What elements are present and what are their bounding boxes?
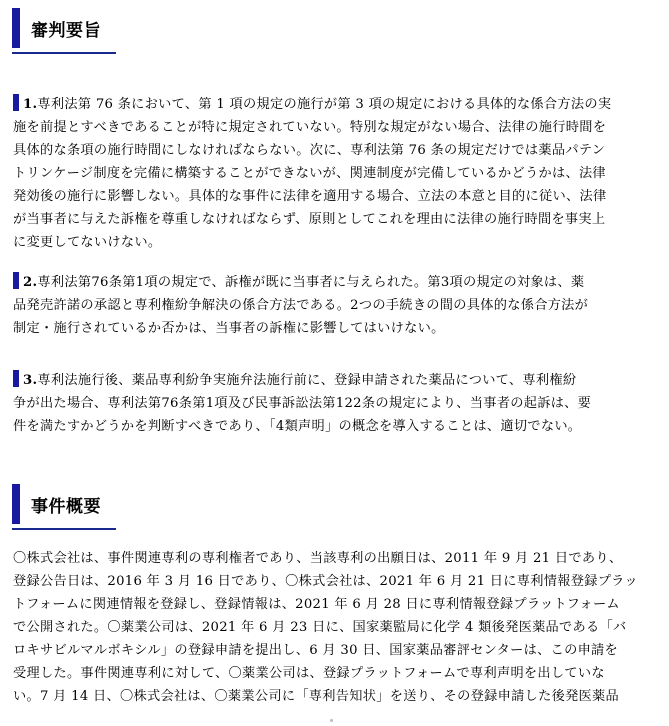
section-title: 事件概要 xyxy=(31,497,101,517)
text-line: 争が出た場合、専利法第76条第1項及び民事訴訟法第122条の規定により、当事者の起訴は、要 xyxy=(13,396,592,411)
text-line: トリンケージ制度を完備に構築することができないが、関連制度が完備しているかどうかは、法律 xyxy=(13,166,606,181)
point-number: 1. xyxy=(23,97,38,112)
case-summary-text xyxy=(13,547,659,708)
text-line: トフォームに関連情報を登録し、登録情報は、2021 年 6 月 28 日に専利情報登録プラットフォーム xyxy=(13,597,620,612)
text-line: 受理した。事件関連専利に対して、〇薬業公司は、登録プラットフォームで専利声明を出していな xyxy=(13,666,605,681)
text-line: 専利法第 76 条において、第 1 項の規定の施行が第 3 項の規定における具体的な係合方法の実 xyxy=(37,97,612,112)
text-line: 専利法施行後、薬品専利紛争実施弁法施行前に、登録申請された薬品について、専利権紛 xyxy=(37,373,577,388)
section-heading-case-summary xyxy=(12,484,116,530)
scroll-indicator xyxy=(330,719,333,722)
ruling-point-3 xyxy=(13,369,659,438)
text-line: 件を満たすかどうかを判断すべきであり、「4類声明」の概念を導入することは、適切でない。 xyxy=(13,419,582,434)
point-number: 2. xyxy=(23,275,38,290)
ruling-point-2 xyxy=(13,271,659,340)
text-line: が当事者に与えた訴権を尊重しなければならず、原則としてこれを理由に法律の施行時間を事実上 xyxy=(13,212,606,227)
text-line: ロキサビルマルボキシル」の登録申請を提出し、6 月 30 日、国家薬品審評センターは、この申請を xyxy=(13,643,619,658)
heading-bar xyxy=(12,484,20,524)
section-title: 審判要旨 xyxy=(31,21,101,41)
text-line: 具体的な条項の施行時間にしなければならない。次に、専利法第 76 条の規定だけでは薬品パテン xyxy=(13,143,606,158)
text-line: 品発売許諾の承認と専利権紛争解決の係合方法である。2つの手続きの間の具体的な係合方法が xyxy=(13,298,589,313)
section-heading-ruling xyxy=(12,8,116,54)
ruling-point-1 xyxy=(13,93,659,254)
text-line: 登録公告日は、2016 年 3 月 16 日であり、〇株式会社は、2021 年 6 月 21 日に専利情報登録プラッ xyxy=(13,574,638,589)
text-line: 専利法第76条第1項の規定で、訴権が既に当事者に与えられた。第3項の規定の対象は、薬 xyxy=(37,275,585,290)
text-line: に変更してないけない。 xyxy=(13,235,162,250)
point-bar xyxy=(13,272,19,289)
text-line: 施を前提とすべきであることが特に規定されていない。特別な規定がない場合、法律の施行時間を xyxy=(13,120,607,135)
text-line: 〇株式会社は、事件関連専利の専利権者であり、当該専利の出願日は、2011 年 9 月 21 日であり、 xyxy=(13,551,623,566)
text-line: で公開された。〇薬業公司は、2021 年 6 月 23 日に、国家薬監局に化学 4 類後発医薬品である「バ xyxy=(13,620,627,635)
text-line: 制定・施行されているか否かは、当事者の訴権に影響してはいけない。 xyxy=(13,321,445,336)
text-line: 発効後の施行に影響しない。具体的な事件に法律を適用する場合、立法の本意と目的に従い、法律 xyxy=(13,189,607,204)
point-bar xyxy=(13,94,19,111)
heading-bar xyxy=(12,8,20,48)
point-bar xyxy=(13,370,19,387)
point-number: 3. xyxy=(23,373,38,388)
text-line: い。7 月 14 日、〇株式会社は、〇薬業公司に「専利告知状」を送り、その登録申請した後発医薬品 xyxy=(13,689,620,704)
